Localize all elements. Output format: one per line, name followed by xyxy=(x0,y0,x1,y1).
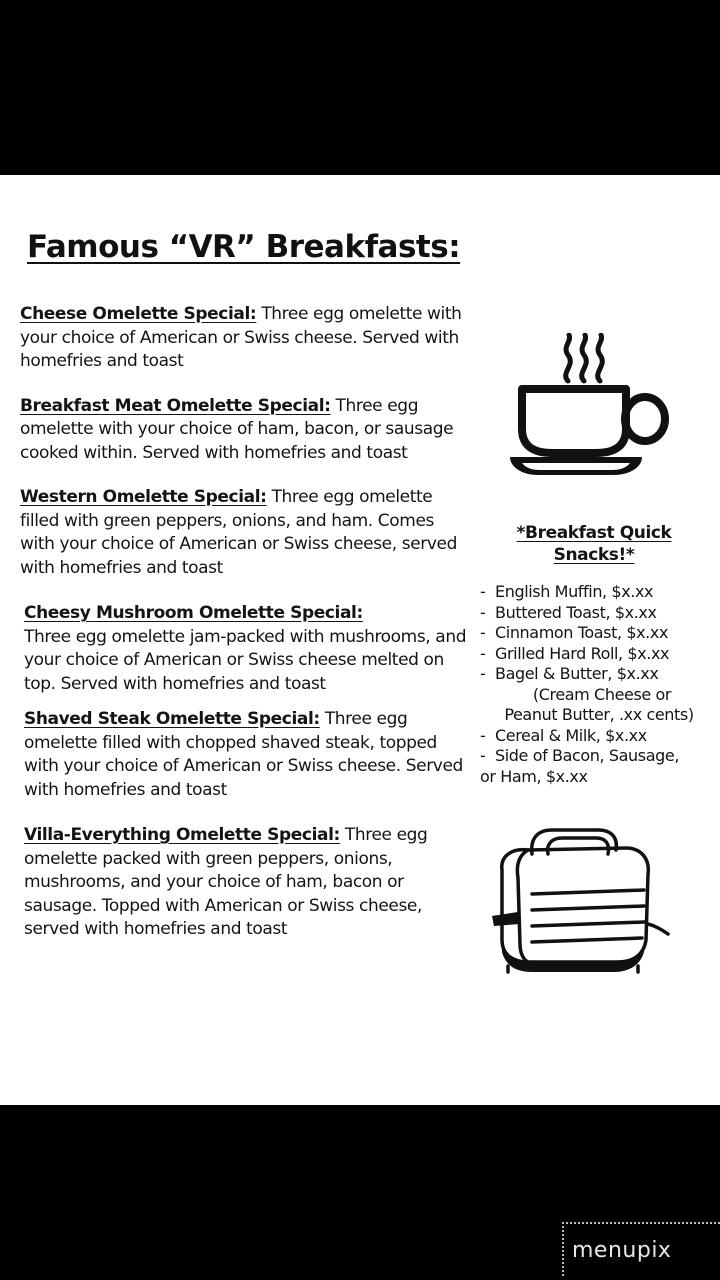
special-description: Three egg omelette jam-packed with mushrooms, and your choice of American or Swiss cheese melted on top. Served with homefries and toast xyxy=(24,626,467,694)
special-cheese-omelette xyxy=(20,303,470,374)
snack-item-label: Side of Bacon, Sausage, xyxy=(495,746,680,765)
special-name: Western Omelette Special: xyxy=(20,487,267,507)
snack-item: - Grilled Hard Roll, $x.xx xyxy=(480,643,670,663)
snack-item-label: English Muffin, $x.xx xyxy=(495,582,654,601)
snack-item: - English Muffin, $x.xx xyxy=(480,582,654,601)
snack-item-continued: or Ham, $x.xx xyxy=(480,766,588,786)
special-western-omelette xyxy=(20,486,470,580)
page-title: Famous “VR” Breakfasts: xyxy=(27,229,461,265)
snack-item: - Cinnamon Toast, $x.xx xyxy=(480,623,669,642)
special-description: Three egg omelette with your choice of ham, bacon, or sausage cooked within. Served with homefries and toast xyxy=(20,395,454,463)
snack-item: - Side of Bacon, Sausage, xyxy=(480,746,680,765)
special-breakfast-meat-omelette xyxy=(20,395,470,466)
snack-item: - Buttered Toast, $x.xx xyxy=(480,602,657,622)
coffee-cup-icon xyxy=(506,333,676,483)
special-name: Breakfast Meat Omelette Special: xyxy=(20,395,331,416)
toaster-icon xyxy=(488,820,673,980)
special-name: Cheesy Mushroom Omelette Special: xyxy=(24,603,363,623)
snack-item-label: Buttered Toast, $x.xx xyxy=(495,602,657,622)
special-cheesy-mushroom-omelette xyxy=(20,602,470,696)
snacks-title-line2: Snacks!* xyxy=(553,545,635,565)
snack-item-label: Cinnamon Toast, $x.xx xyxy=(495,623,669,642)
bagel-note-line1: (Cream Cheese or xyxy=(532,684,672,704)
snacks-title xyxy=(480,522,700,566)
quick-snacks-section xyxy=(480,522,700,787)
special-description: Three egg omelette filled with chopped shaved steak, topped with your choice of American or Swiss cheese. Served with homefries and toast xyxy=(24,709,463,800)
special-name: Shaved Steak Omelette Special: xyxy=(24,709,320,729)
special-description: Three egg omelette packed with green peppers, onions, mushrooms, and your choice of ham, bacon or sausage. Topped with American or Swiss cheese, served with homefries and toast xyxy=(24,825,428,939)
snack-item-label: Grilled Hard Roll, $x.xx xyxy=(495,643,670,663)
special-name: Villa-Everything Omelette Special: xyxy=(24,825,340,845)
specials-list xyxy=(20,303,470,942)
snack-item-label: Bagel & Butter, $x.xx xyxy=(495,664,659,683)
bagel-spread-note xyxy=(480,685,700,726)
special-description: Three egg omelette filled with green peppers, onions, and ham. Comes with your choice of American or Swiss cheese, served with homefries and toast xyxy=(20,487,457,578)
snack-item-label: Cereal & Milk, $x.xx xyxy=(495,725,647,745)
snacks-title-line1: *Breakfast Quick xyxy=(516,523,672,543)
special-name: Cheese Omelette Special: xyxy=(20,304,257,324)
special-villa-everything-omelette xyxy=(20,824,470,942)
snack-item: - Cereal & Milk, $x.xx xyxy=(480,725,647,745)
menupix-watermark: menupix xyxy=(562,1222,720,1276)
special-shaved-steak-omelette xyxy=(20,708,470,802)
snack-item: - Bagel & Butter, $x.xx xyxy=(480,664,659,683)
special-description: Three egg omelette with your choice of American or Swiss cheese. Served with homefries and toast xyxy=(20,304,462,371)
menu-card xyxy=(0,175,720,1105)
snack-list xyxy=(480,582,700,787)
bagel-note-line2: Peanut Butter, .xx cents) xyxy=(504,705,694,724)
